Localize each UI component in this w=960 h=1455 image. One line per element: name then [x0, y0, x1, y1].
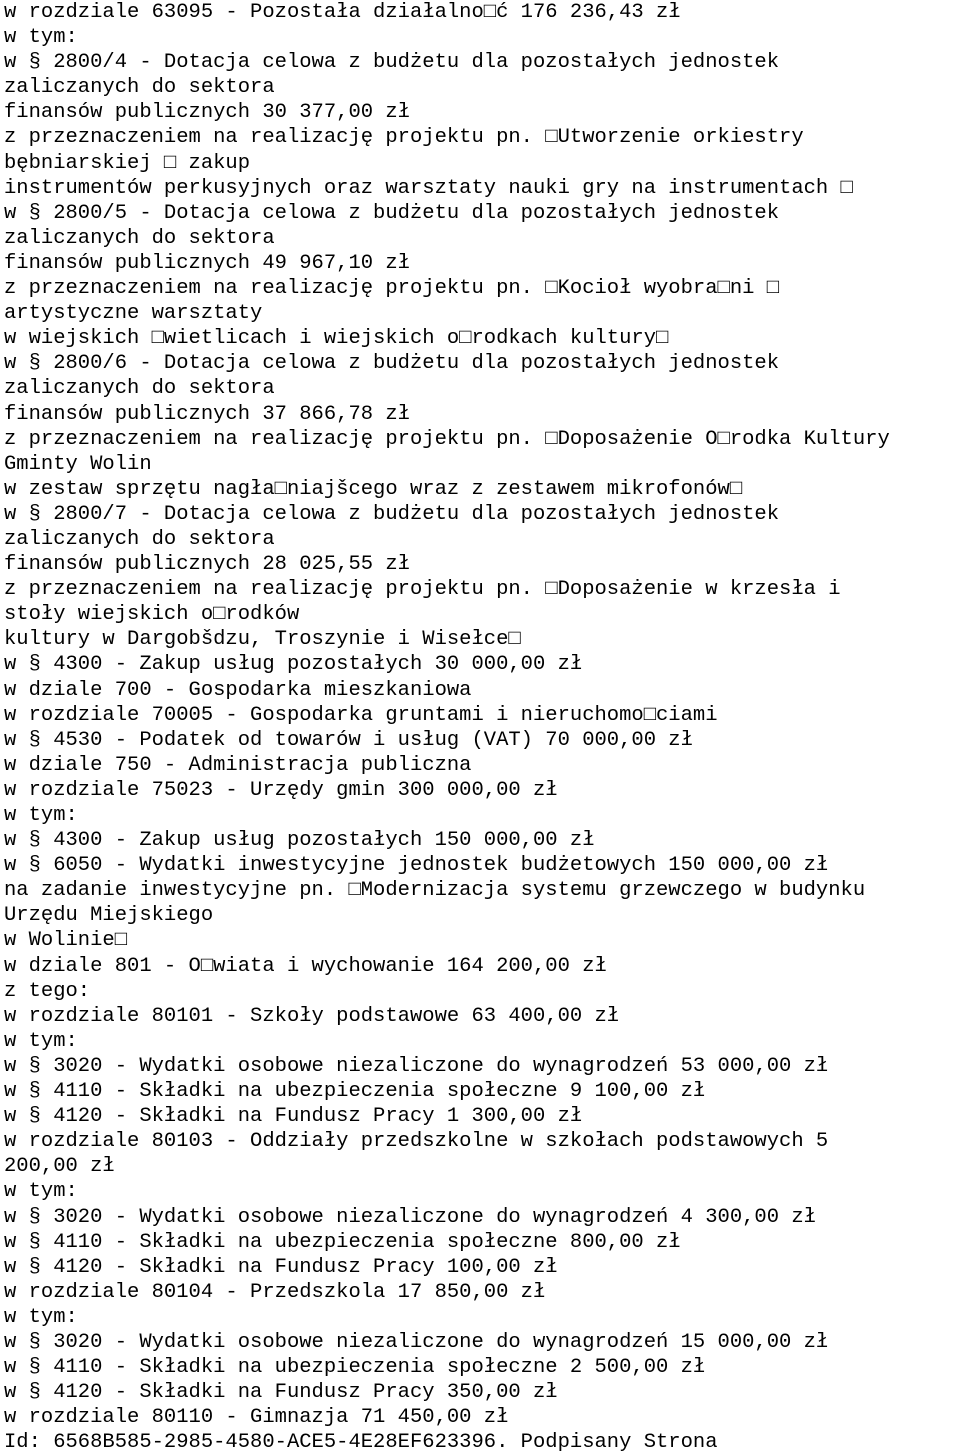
text-line: w rozdziale 70005 - Gospodarka gruntami i nieruchomo□ciami — [4, 703, 718, 727]
text-line: z przeznaczeniem na realizację projektu pn. □Doposażenie w krzesła i — [4, 578, 841, 602]
text-line: w tym: — [4, 26, 78, 50]
text-line: w § 3020 - Wydatki osobowe niezaliczone do wynagrodzeń 53 000,00 zł — [4, 1054, 829, 1078]
text-line: kultury w Dargobšdzu, Troszynie i Wisełce□ — [4, 628, 521, 652]
text-line: z przeznaczeniem na realizację projektu pn. □Utworzenie orkiestry — [4, 126, 804, 150]
text-line: z przeznaczeniem na realizację projektu pn. □Doposażenie O□rodka Kultury — [4, 427, 890, 451]
text-line: finansów publicznych 28 025,55 zł — [4, 553, 410, 577]
text-line: w § 2800/7 - Dotacja celowa z budżetu dla pozostałych jednostek — [4, 502, 780, 526]
text-line: Gminty Wolin — [4, 452, 152, 476]
text-line: w § 2800/5 - Dotacja celowa z budżetu dla pozostałych jednostek — [4, 201, 780, 225]
text-line: w § 4120 - Składki na Fundusz Pracy 100,00 zł — [4, 1255, 558, 1279]
text-line: w zestaw sprzętu nagła□niajšcego wraz z zestawem mikrofonów□ — [4, 477, 743, 501]
text-line: zaliczanych do sektora — [4, 226, 275, 250]
text-line: na zadanie inwestycyjne pn. □Modernizacja systemu grzewczego w budynku — [4, 879, 866, 903]
text-line: w § 4120 - Składki na Fundusz Pracy 1 300,00 zł — [4, 1105, 583, 1129]
text-line: w rozdziale 80110 - Gimnazja 71 450,00 zł — [4, 1406, 509, 1430]
text-line: w § 4300 - Zakup usług pozostałych 150 000,00 zł — [4, 829, 595, 853]
text-line: w tym: — [4, 804, 78, 827]
text-line: w dziale 700 - Gospodarka mieszkaniowa — [4, 678, 472, 702]
text-line: w § 6050 - Wydatki inwestycyjne jednostek budżetowych 150 000,00 zł — [4, 854, 829, 878]
text-line: w § 3020 - Wydatki osobowe niezaliczone do wynagrodzeń 4 300,00 zł — [4, 1205, 816, 1229]
text-line: w § 4110 - Składki na ubezpieczenia społeczne 9 100,00 zł — [4, 1080, 706, 1104]
text-line: w tym: — [4, 1180, 78, 1204]
text-line: w tym: — [4, 1305, 78, 1329]
text-line: w rozdziale 63095 - Pozostała działalno□ć 176 236,43 zł — [4, 1, 681, 24]
text-line: w § 2800/6 - Dotacja celowa z budżetu dla pozostałych jednostek — [4, 352, 780, 376]
text-line: z tego: — [4, 979, 91, 1003]
text-line: artystyczne warsztaty — [4, 302, 263, 326]
text-line: stoły wiejskich o□rodków — [4, 603, 300, 627]
text-line: instrumentów perkusyjnych oraz warsztaty nauki gry na instrumentach □ — [4, 176, 853, 200]
text-line: w rozdziale 80101 - Szkoły podstawowe 63 400,00 zł — [4, 1004, 620, 1028]
text-line: w § 4300 - Zakup usług pozostałych 30 000,00 zł — [4, 653, 583, 677]
text-line: w tym: — [4, 1029, 78, 1053]
text-line: w § 4110 - Składki na ubezpieczenia społeczne 800,00 zł — [4, 1230, 681, 1254]
text-line: finansów publicznych 30 377,00 zł — [4, 101, 410, 125]
text-line: w § 3020 - Wydatki osobowe niezaliczone do wynagrodzeń 15 000,00 zł — [4, 1330, 829, 1354]
text-line: Urzędu Miejskiego — [4, 904, 214, 928]
text-line: w rozdziale 80104 - Przedszkola 17 850,00 zł — [4, 1280, 546, 1304]
text-line: w § 4110 - Składki na ubezpieczenia społeczne 2 500,00 zł — [4, 1356, 706, 1380]
text-line: zaliczanych do sektora — [4, 76, 275, 100]
text-line: w wiejskich □wietlicach i wiejskich o□rodkach kultury□ — [4, 327, 669, 351]
text-line: finansów publicznych 49 967,10 zł — [4, 251, 410, 275]
text-line: w § 4530 - Podatek od towarów i usług (VAT) 70 000,00 zł — [4, 728, 693, 752]
text-line: w rozdziale 80103 - Oddziały przedszkolne w szkołach podstawowych 5 — [4, 1130, 829, 1154]
text-line: zaliczanych do sektora — [4, 377, 275, 401]
text-line: w Wolinie□ — [4, 929, 128, 953]
text-line: z przeznaczeniem na realizację projektu pn. □Kocioł wyobra□ni □ — [4, 277, 780, 301]
text-line: finansów publicznych 37 866,78 zł — [4, 402, 410, 426]
text-line: w § 2800/4 - Dotacja celowa z budżetu dla pozostałych jednostek — [4, 51, 780, 75]
text-line: w dziale 750 - Administracja publiczna — [4, 753, 472, 777]
text-line: zaliczanych do sektora — [4, 527, 275, 551]
text-line: w § 4120 - Składki na Fundusz Pracy 350,00 zł — [4, 1381, 558, 1405]
text-line: w rozdziale 75023 - Urzędy gmin 300 000,00 zł — [4, 778, 558, 802]
text-line: bębniarskiej □ zakup — [4, 151, 251, 175]
text-line: Id: 6568B585-2985-4580-ACE5-4E28EF623396. Podpisany Strona — [4, 1431, 718, 1455]
text-line: 200,00 zł — [4, 1155, 115, 1179]
text-line: w dziale 801 - O□wiata i wychowanie 164 200,00 zł — [4, 954, 607, 978]
